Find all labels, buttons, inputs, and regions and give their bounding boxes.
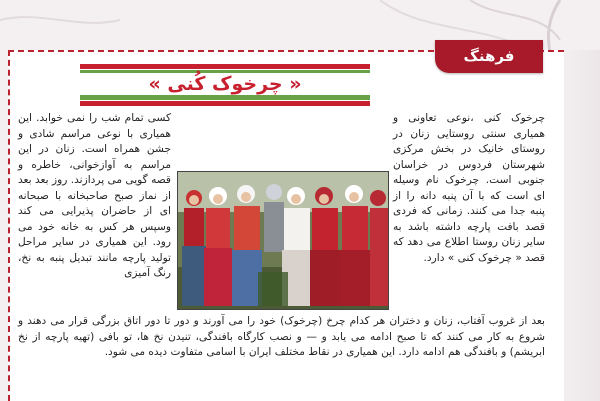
- title-banner: [80, 64, 370, 104]
- right-margin-decoration: [558, 50, 600, 401]
- article-column-left: کسی تمام شب را نمی خوابد. این همیاری با نوعی مراسم شادی و جشن همراه است. زنان در این مراسم به آوازخوانی، خاطره و قصه گویی می پردازند. روز بعد بعد از نماز صبح صاحبخانه با صبحانه ای از حاضران پذیرایی می کند وسپس هر کس به خانه خود می رود. این همیاری در سایر مراحل تولید پارچه مانند تبدیل پنبه به نخ، رنگ آمیزی: [18, 112, 171, 279]
- section-tag: فرهنگ: [435, 40, 543, 73]
- figure-4: [264, 184, 284, 252]
- title-stripe-bottom: [80, 101, 370, 106]
- article-column-right: چرخوک کنی ،نوعی تعاونی و همیاری سنتی روستایی زنان در روستای خانیک در بخش مرکزی شهرستان فردوس در خراسان جنوبی است. چرخوک نام وسیله ای است که با آن پنبه دانه را از پنبه جدا می کنند. زمانی که فردی قصد بافت پارچه داشته باشد به سایر زنان روستا اطلاع می دهد که قصد « چرخوک کنی » دارد.: [393, 112, 545, 264]
- article-title: « چرخوک کُنی »: [80, 73, 370, 95]
- article-bottom-text: بعد از غروب آفتاب، زنان و دختران هر کدام چرخ (چرخوک) خود را می آورند و دور تا دور اتاق بزرگی قرار می دهند و شروع به کار می کنند که تا صبح ادامه می یابد و — و نصب کارگاه بافندگی، تنیدن نخ ها، تو بافی (تهیه پارچه از نخ ابریشم) و بافندگی هم ادامه دارد. این همیاری در نقاط مختلف ایران با اسامی متفاوت دیده می شود.: [18, 315, 545, 358]
- title-stripe-top: [80, 64, 370, 69]
- article-photo: [177, 171, 389, 310]
- title-stripe-bottom-green: [80, 95, 370, 100]
